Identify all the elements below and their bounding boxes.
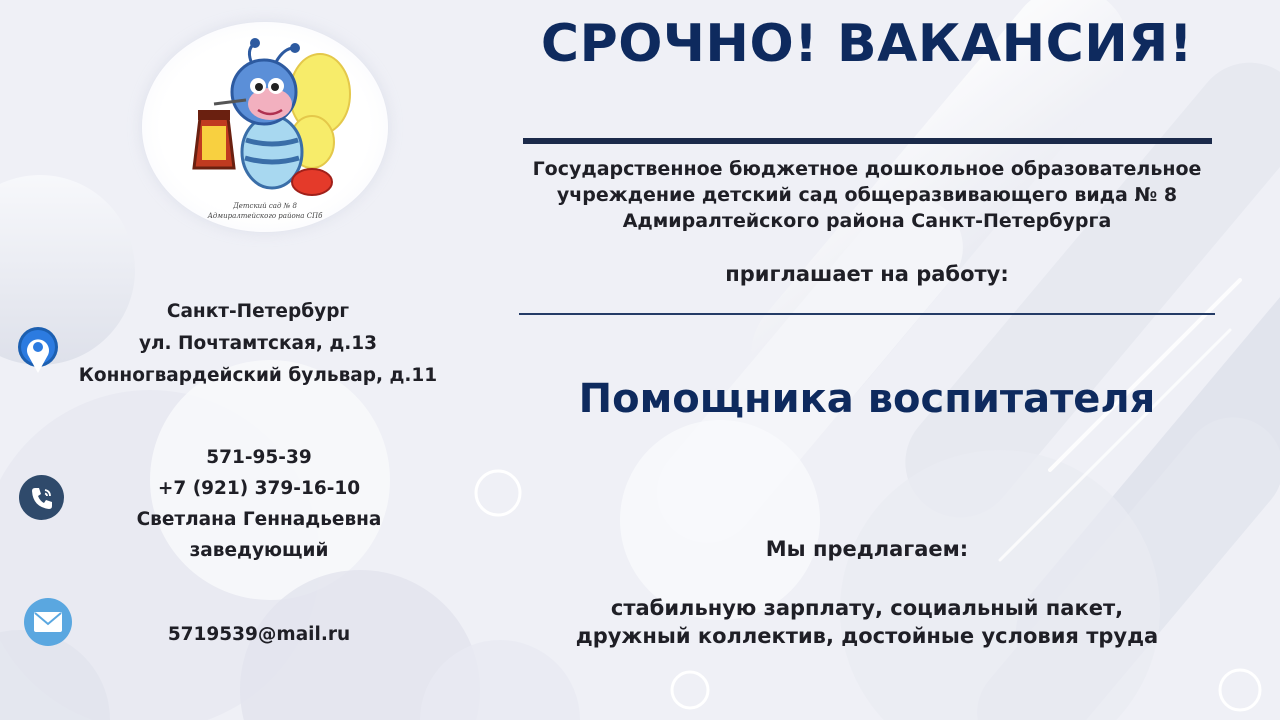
address-street-1: ул. Почтамтская, д.13: [138, 333, 378, 354]
contact-person-role: заведующий: [189, 540, 329, 561]
organization-line-3: Адмиралтейского района Санкт-Петербурга: [622, 210, 1112, 232]
divider-thin: [519, 313, 1215, 315]
address-block: [66, 296, 450, 392]
phone-mobile[interactable]: +7 (921) 379-16-10: [157, 478, 361, 499]
phone-landline[interactable]: 571-95-39: [206, 447, 312, 468]
offer-line-2: дружный коллектив, достойные условия труда: [575, 624, 1159, 648]
organization-name: [518, 156, 1216, 234]
headline: СРОЧНО! ВАКАНСИЯ!: [540, 14, 1194, 74]
invite-text: приглашает на работу:: [725, 262, 1009, 286]
offer-list: [518, 594, 1216, 650]
offer-title: Мы предлагаем:: [765, 537, 969, 561]
email-link[interactable]: 5719539@mail.ru: [167, 624, 351, 645]
divider-thick: [523, 138, 1212, 144]
envelope-icon: [24, 598, 72, 646]
address-city: Санкт-Петербург: [166, 301, 350, 322]
vacancy-position: Помощника воспитателя: [578, 376, 1156, 422]
contact-person-name: Светлана Геннадьевна: [136, 509, 382, 530]
phone-icon: [19, 475, 64, 520]
offer-line-1: стабильную зарплату, социальный пакет,: [610, 596, 1124, 620]
organization-line-2: учреждение детский сад общеразвивающего вида № 8: [556, 184, 1178, 206]
bee-with-lantern-logo: [142, 22, 388, 232]
logo-caption-1: Детский сад № 8: [233, 202, 297, 210]
organization-line-1: Государственное бюджетное дошкольное образовательное: [532, 158, 1202, 180]
location-pin-icon: [14, 326, 62, 376]
kindergarten-logo: [142, 22, 388, 232]
address-street-2: Конногвардейский бульвар, д.11: [78, 365, 438, 386]
email-block: [130, 619, 388, 650]
logo-caption-2: Адмиралтейского района СПб: [207, 212, 323, 220]
phone-block: [100, 442, 418, 566]
